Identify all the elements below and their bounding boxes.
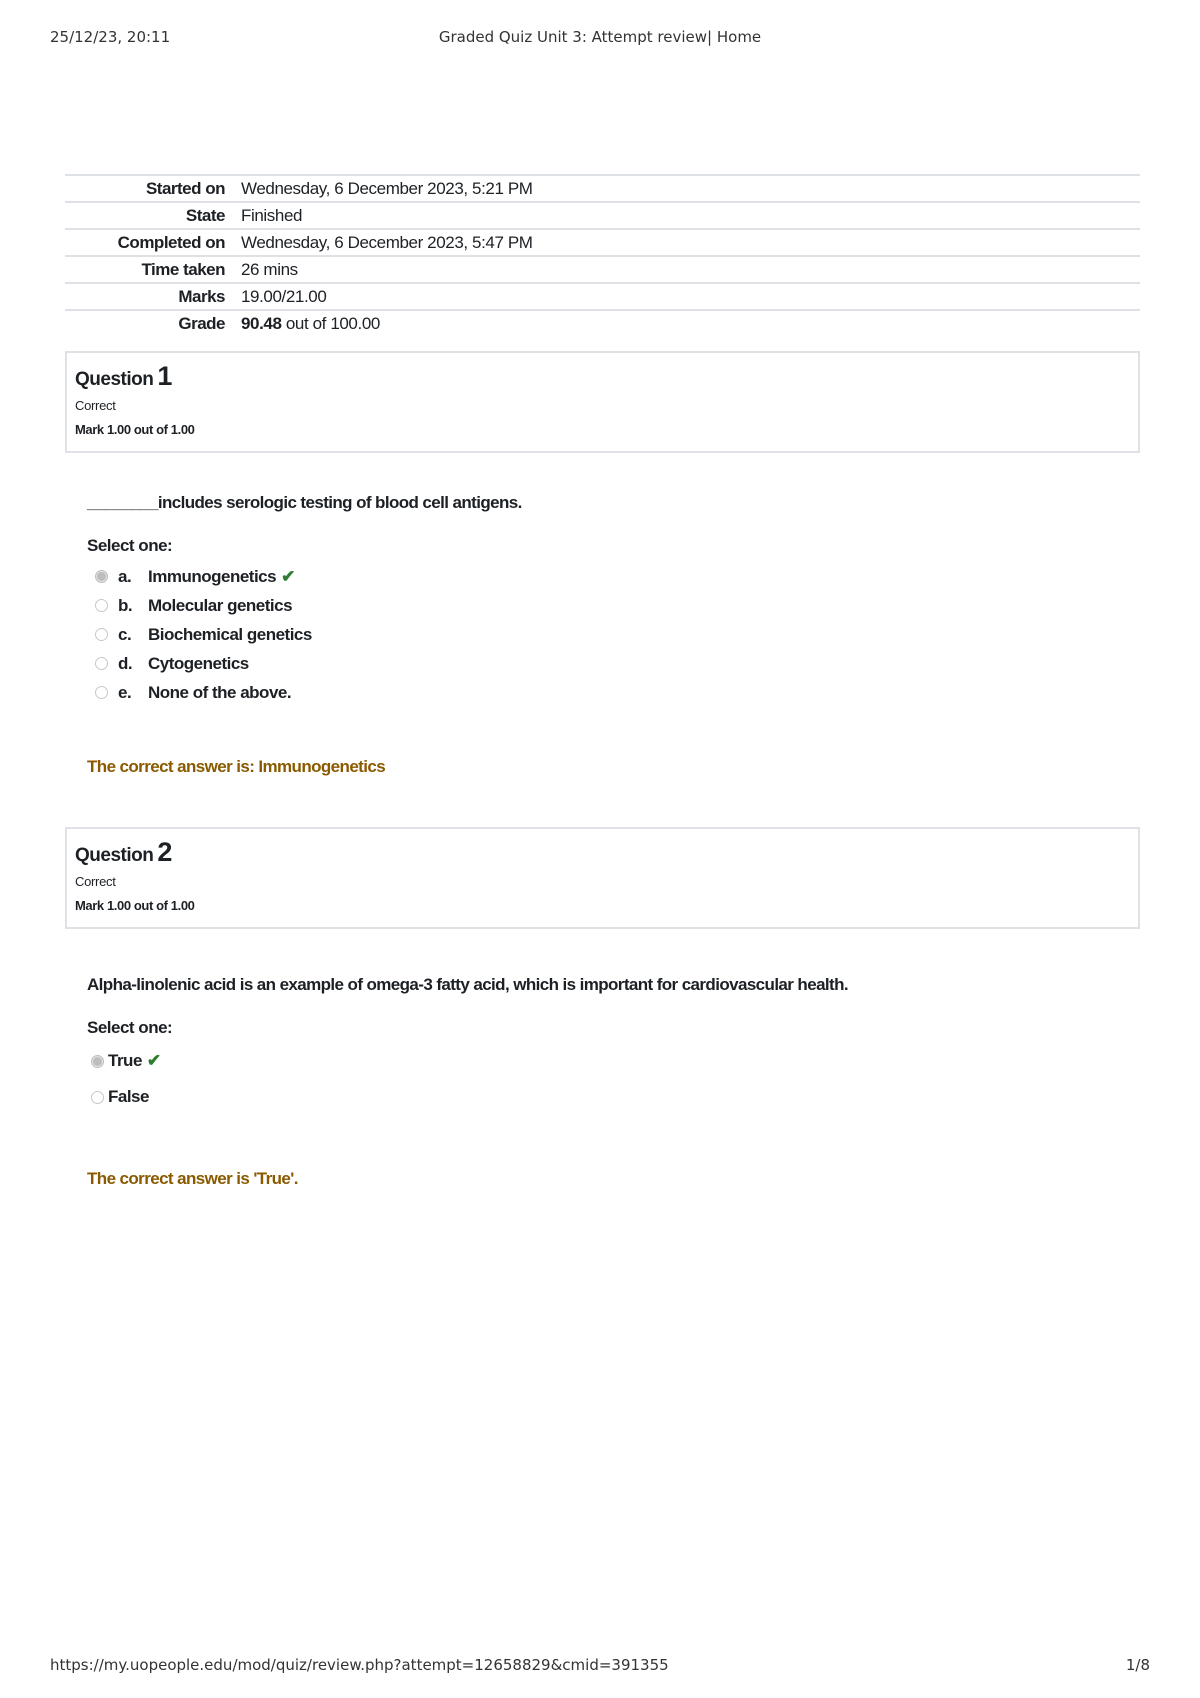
summary-row-grade [65,310,1140,337]
radio-icon[interactable] [95,570,108,583]
question-number-value: 2 [157,837,172,867]
radio-icon[interactable] [91,1055,104,1068]
question-state: Correct [75,874,116,889]
radio-icon[interactable] [95,628,108,641]
question-1-answers [95,562,1140,707]
radio-icon[interactable] [95,657,108,670]
summary-row-marks [65,283,1140,310]
question-label: Question [75,369,154,390]
summary-row-time-taken [65,256,1140,283]
radio-icon[interactable] [95,599,108,612]
answer-text: True [108,1051,142,1070]
print-url: https://my.uopeople.edu/mod/quiz/review.php?attempt=12658829&cmid=391355 [50,1656,669,1674]
answer-text: Biochemical genetics [148,624,312,644]
answer-text: None of the above. [148,682,292,702]
print-header [0,28,1200,48]
summary-label: Completed on [117,232,225,252]
question-2-right-answer: The correct answer is 'True'. [87,1169,298,1188]
question-1-info [65,351,1140,453]
answer-text: False [108,1087,149,1106]
summary-row-completed [65,229,1140,256]
radio-icon[interactable] [95,686,108,699]
answer-letter: e. [118,682,132,702]
summary-value: 26 mins [241,259,298,279]
summary-label: Time taken [141,259,225,279]
answer-text: Molecular genetics [148,595,293,615]
print-page-title: Graded Quiz Unit 3: Attempt review| Home [438,28,762,46]
question-number [75,837,1130,868]
summary-label: Started on [145,178,225,198]
attempt-summary-table [65,174,1140,337]
question-2-answers [91,1043,1140,1115]
print-datetime: 25/12/23, 20:11 [50,28,171,46]
summary-value: Wednesday, 6 December 2023, 5:21 PM [241,178,533,198]
summary-value: Wednesday, 6 December 2023, 5:47 PM [241,232,533,252]
question-number-value: 1 [157,361,172,391]
question-state: Correct [75,398,116,413]
select-one-prompt: Select one: [87,1018,173,1037]
answer-option-a[interactable] [95,562,1140,591]
quiz-review-content [65,174,1140,1189]
question-1-right-answer: The correct answer is: Immunogenetics [87,757,386,776]
answer-letter: d. [118,653,133,673]
answer-letter: a. [118,566,132,586]
answer-option-c[interactable] [95,620,1140,649]
summary-value [239,310,1140,337]
summary-value: Finished [241,205,303,225]
answer-text: Cytogenetics [148,653,249,673]
check-icon: ✔ [146,1051,161,1070]
question-label: Question [75,845,154,866]
question-2-info [65,827,1140,929]
answer-text: Immunogenetics [148,566,277,586]
grade-value: 90.48 [241,314,282,333]
question-2-text: Alpha-linolenic acid is an example of omega-3 fatty acid, which is important for cardiovascular health. [87,975,849,994]
answer-option-b[interactable] [95,591,1140,620]
answer-letter: c. [118,624,132,644]
summary-row-started [65,175,1140,202]
question-mark: Mark 1.00 out of 1.00 [75,898,195,913]
question-mark: Mark 1.00 out of 1.00 [75,422,195,437]
summary-label: State [185,205,225,225]
summary-row-state [65,202,1140,229]
answer-option-e[interactable] [95,678,1140,707]
answer-letter: b. [118,595,133,615]
question-number [75,361,1130,392]
summary-label: Grade [178,314,225,333]
answer-option-false[interactable] [91,1079,1140,1115]
print-page-number: 1/8 [1125,1656,1150,1674]
question-1-text: ________includes serologic testing of blood cell antigens. [87,493,522,512]
grade-out-of: out of 100.00 [281,314,380,333]
check-icon: ✔ [281,566,295,586]
print-footer [0,1656,1200,1676]
answer-option-d[interactable] [95,649,1140,678]
radio-icon[interactable] [91,1091,104,1104]
summary-label: Marks [178,286,225,306]
answer-option-true[interactable] [91,1043,1140,1079]
summary-value: 19.00/21.00 [241,286,327,306]
select-one-prompt: Select one: [87,536,173,555]
